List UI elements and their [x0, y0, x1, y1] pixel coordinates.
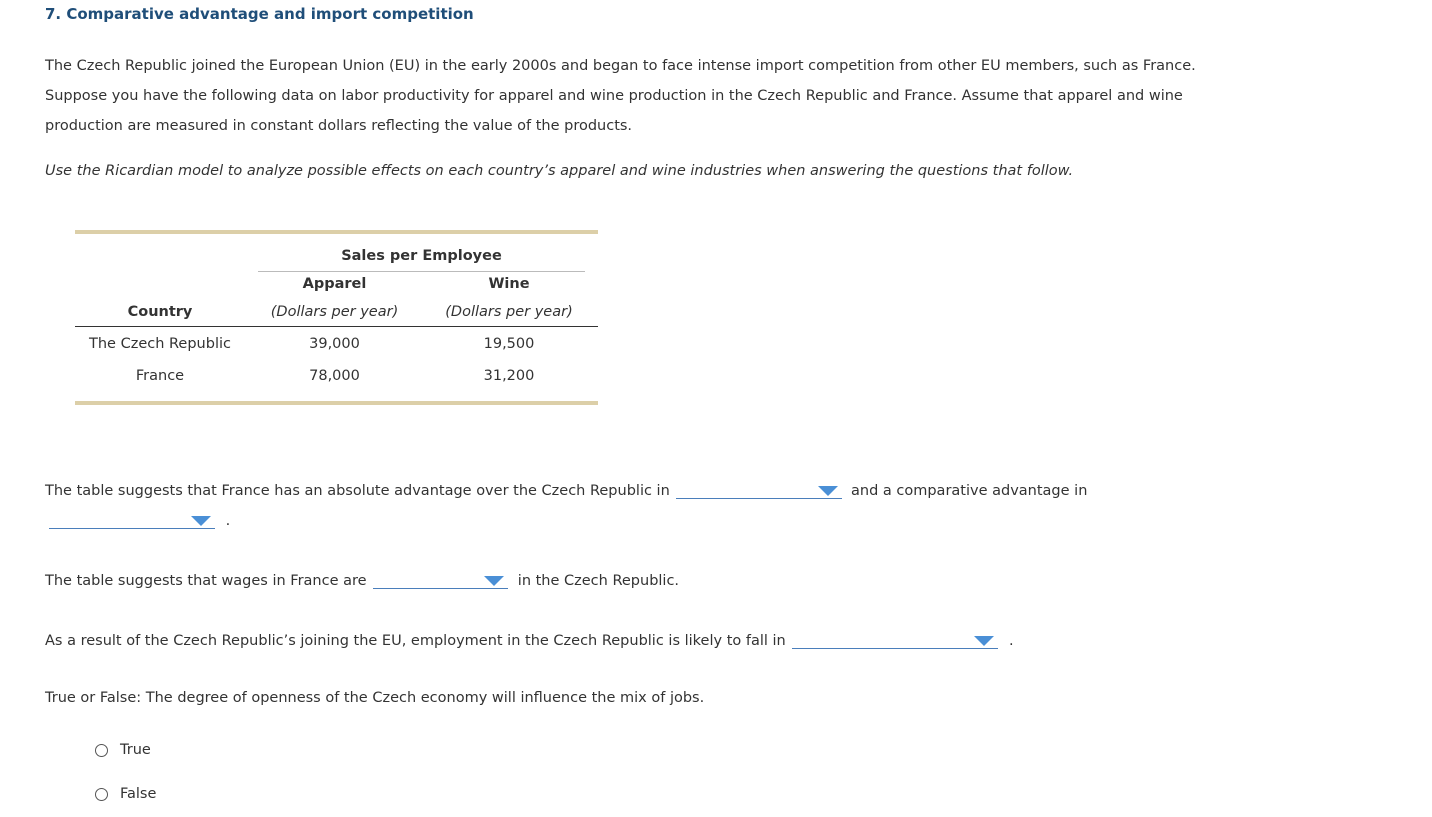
radio-true-label: True [120, 742, 151, 758]
group-header: Sales per Employee [341, 248, 502, 264]
cell-france-wine: 31,200 [483, 368, 535, 384]
col-header-apparel: Apparel [302, 276, 367, 292]
col-header-country: Country [127, 304, 193, 320]
chevron-down-icon [191, 516, 211, 526]
absolute-advantage-dropdown[interactable] [676, 480, 842, 499]
instruction-text: Use the Ricardian model to analyze possible effects on each country’s apparel and wine industries when answering the questions that follow. [45, 163, 1074, 179]
radio-circle-icon[interactable] [95, 744, 108, 757]
question-title: 7. Comparative advantage and import competition [45, 5, 474, 23]
productivity-table [75, 230, 598, 405]
cell-czech-wine: 19,500 [483, 336, 535, 352]
q2-text-part1: The table suggests that wages in France are [45, 573, 367, 589]
cell-czech-apparel: 39,000 [309, 336, 360, 352]
q4-question: True or False: The degree of openness of the Czech economy will influence the mix of jobs. [45, 690, 705, 706]
unit-apparel: (Dollars per year) [270, 304, 399, 320]
comparative-advantage-dropdown[interactable] [49, 510, 215, 529]
q2-text-part2: in the Czech Republic. [517, 573, 680, 589]
unit-wine: (Dollars per year) [445, 304, 573, 320]
chevron-down-icon [818, 486, 838, 496]
q3-end: . [1008, 633, 1014, 649]
wages-comparison-dropdown[interactable] [373, 570, 508, 589]
q2-line [45, 570, 679, 589]
intro-paragraph: The Czech Republic joined the European Union (EU) in the early 2000s and began to face intense import competition from other EU members, such as France. Suppose you have the following data on labor productivity for apparel and wine production in the Czech Republic and France. Assume that apparel and wine production are measured in constant dollars reflecting the value of the products. [45, 58, 1196, 134]
chevron-down-icon [974, 636, 994, 646]
q1-text-part1: The table suggests that France has an absolute advantage over the Czech Republic in [45, 483, 670, 499]
q3-text: As a result of the Czech Republic’s joining the EU, employment in the Czech Republic is likely to fall in [45, 633, 786, 649]
radio-false[interactable] [95, 786, 156, 802]
employment-fall-dropdown[interactable] [792, 630, 998, 649]
chevron-down-icon [484, 576, 504, 586]
radio-circle-icon[interactable] [95, 788, 108, 801]
cell-france-apparel: 78,000 [309, 368, 360, 384]
radio-false-label: False [120, 786, 157, 802]
q3-line [45, 630, 1014, 649]
q1-text-part2: and a comparative advantage in [851, 483, 1088, 499]
q1-line2 [49, 510, 230, 529]
group-header-divider [258, 271, 585, 272]
col-header-wine: Wine [488, 276, 530, 292]
row-country-czech: The Czech Republic [89, 336, 231, 352]
q1-end: . [225, 513, 231, 529]
header-divider [75, 326, 598, 327]
radio-true[interactable] [95, 742, 151, 758]
row-country-france: France [135, 368, 185, 384]
q1-line1 [45, 480, 1087, 499]
